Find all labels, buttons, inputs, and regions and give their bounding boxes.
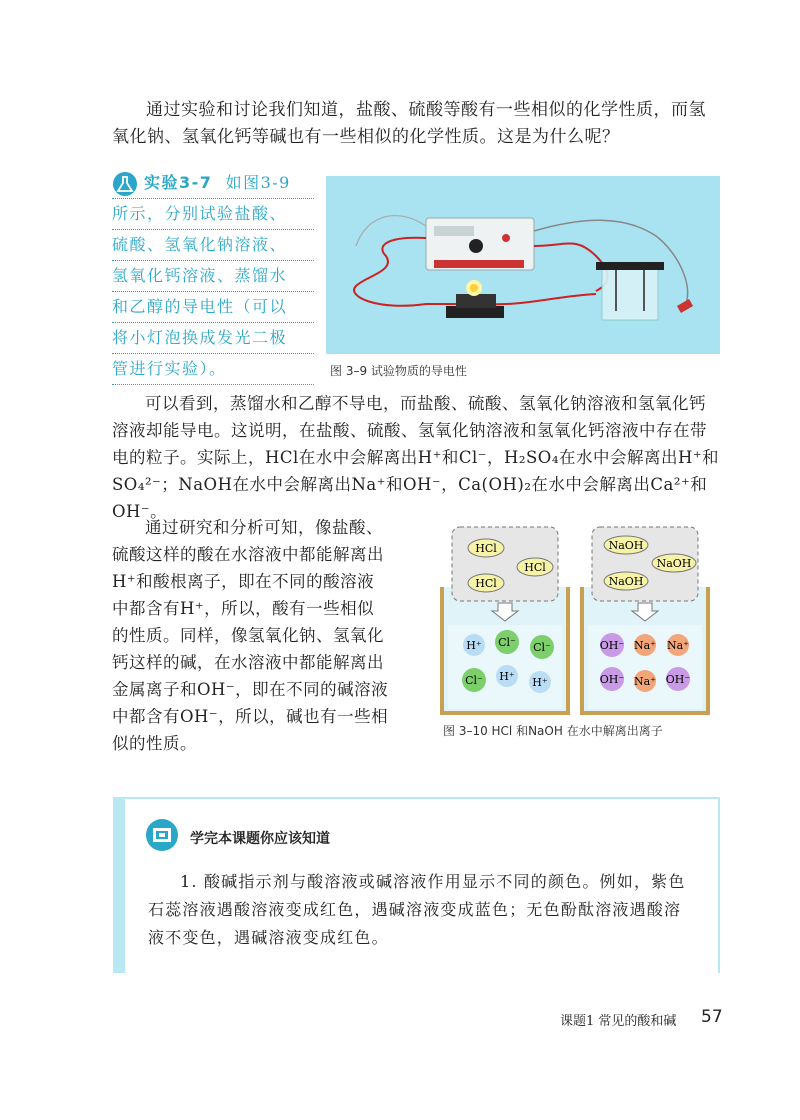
hcl-beaker xyxy=(442,527,568,713)
naoh-label: NaOH xyxy=(608,575,644,588)
paragraph-3-line: 钙这样的碱，在水溶液中都能解离出 xyxy=(112,653,384,672)
ion-label: OH⁻ xyxy=(599,673,625,686)
experiment-line: 氢氧化钙溶液、蒸馏水 xyxy=(112,261,314,292)
paragraph-3-line: H⁺和酸根离子，即在不同的酸溶液 xyxy=(112,572,375,591)
experiment-line-1 xyxy=(112,168,314,199)
ion-label: Cl⁻ xyxy=(498,636,516,649)
paragraph-3-line: 似的性质。 xyxy=(112,734,197,753)
ion-label: OH⁻ xyxy=(665,673,691,686)
experiment-line: 管进行实验）。 xyxy=(112,354,314,385)
ion-label: Na⁺ xyxy=(667,639,689,652)
experiment-line: 硫酸、氢氧化钠溶液、 xyxy=(112,230,314,261)
paragraph-3-line: 硫酸这样的酸在水溶液中都能解离出 xyxy=(112,545,384,564)
ion-label: Na⁺ xyxy=(634,675,656,688)
paragraph-2 xyxy=(112,390,732,525)
experiment-text: 如图3-9 xyxy=(225,173,291,192)
intro-paragraph: 通过实验和讨论我们知道，盐酸、硫酸等酸有一些相似的化学性质，而氢氧化钠、氢氧化钙等碱也有一些相似的化学性质。这是为什么呢？ xyxy=(112,100,706,147)
page-number: 57 xyxy=(701,1007,723,1027)
ion-label: Cl⁻ xyxy=(533,641,551,654)
hcl-label: HCl xyxy=(475,577,497,590)
paragraph-3-line: 的性质。同样，像氢氧化钠、氢氧化 xyxy=(112,626,384,645)
ion-label: H⁺ xyxy=(499,670,515,683)
figure-3-10-caption: 图 3–10 HCl 和NaOH 在水中解离出离子 xyxy=(443,724,663,738)
paragraph-3-line: 通过研究和分析可知，像盐酸、 xyxy=(145,518,383,537)
paragraph-3 xyxy=(112,514,412,757)
experiment-box xyxy=(112,168,314,385)
experiment-line: 所示，分别试验盐酸、 xyxy=(112,199,314,230)
ion-label: OH⁻ xyxy=(599,639,625,652)
ion-label: H⁺ xyxy=(532,676,548,689)
paragraph-2-line: 溶液却能导电。这说明，在盐酸、硫酸、氢氧化钠溶液和氢氧化钙溶液中存在带 xyxy=(112,421,707,440)
figure-3-9-caption: 图 3–9 试验物质的导电性 xyxy=(330,364,467,378)
hcl-label: HCl xyxy=(475,542,497,555)
ion-label: Na⁺ xyxy=(634,639,656,652)
ion-label: Cl⁻ xyxy=(465,674,483,687)
summary-book-icon xyxy=(145,818,179,852)
conductivity-photo xyxy=(326,176,720,354)
summary-text xyxy=(148,868,688,952)
summary-title: 学完本课题你应该知道 xyxy=(190,831,330,847)
paragraph-3-line: 中都含有OH⁻，所以，碱也有一些相 xyxy=(112,707,389,726)
flask-icon xyxy=(112,171,138,197)
naoh-label: NaOH xyxy=(608,539,644,552)
ionization-diagram xyxy=(440,525,710,715)
hcl-label: HCl xyxy=(524,561,546,574)
paragraph-3-line: 金属离子和OH⁻，即在不同的碱溶液 xyxy=(112,680,389,699)
ion-label: H⁺ xyxy=(466,639,482,652)
experiment-line: 将小灯泡换成发光二极 xyxy=(112,323,314,354)
footer-lesson: 课题1 常见的酸和碱 xyxy=(560,1014,677,1029)
experiment-line: 和乙醇的导电性（可以 xyxy=(112,292,314,323)
naoh-beaker xyxy=(582,527,708,713)
paragraph-2-line: SO₄²⁻；NaOH在水中会解离出Na⁺和OH⁻，Ca(OH)₂在水中会解离出Ca²⁺和OH⁻。 xyxy=(112,475,708,521)
paragraph-3-line: 中都含有H⁺，所以，酸有一些相似 xyxy=(112,599,375,618)
paragraph-2-line: 电的粒子。实际上，HCl在水中会解离出H⁺和Cl⁻，H₂SO₄在水中会解离出H⁺和 xyxy=(112,448,720,467)
summary-item-1: 1. 酸碱指示剂与酸溶液或碱溶液作用显示不同的颜色。例如，紫色石蕊溶液遇酸溶液变成红色，遇碱溶液变成蓝色；无色酚酞溶液遇酸溶液不变色，遇碱溶液变成红色。 xyxy=(148,872,686,947)
naoh-label: NaOH xyxy=(656,557,692,570)
paragraph-2-line: 可以看到，蒸馏水和乙醇不导电，而盐酸、硫酸、氢氧化钠溶液和氢氧化钙 xyxy=(145,394,706,413)
experiment-label: 实验3-7 xyxy=(144,173,213,192)
